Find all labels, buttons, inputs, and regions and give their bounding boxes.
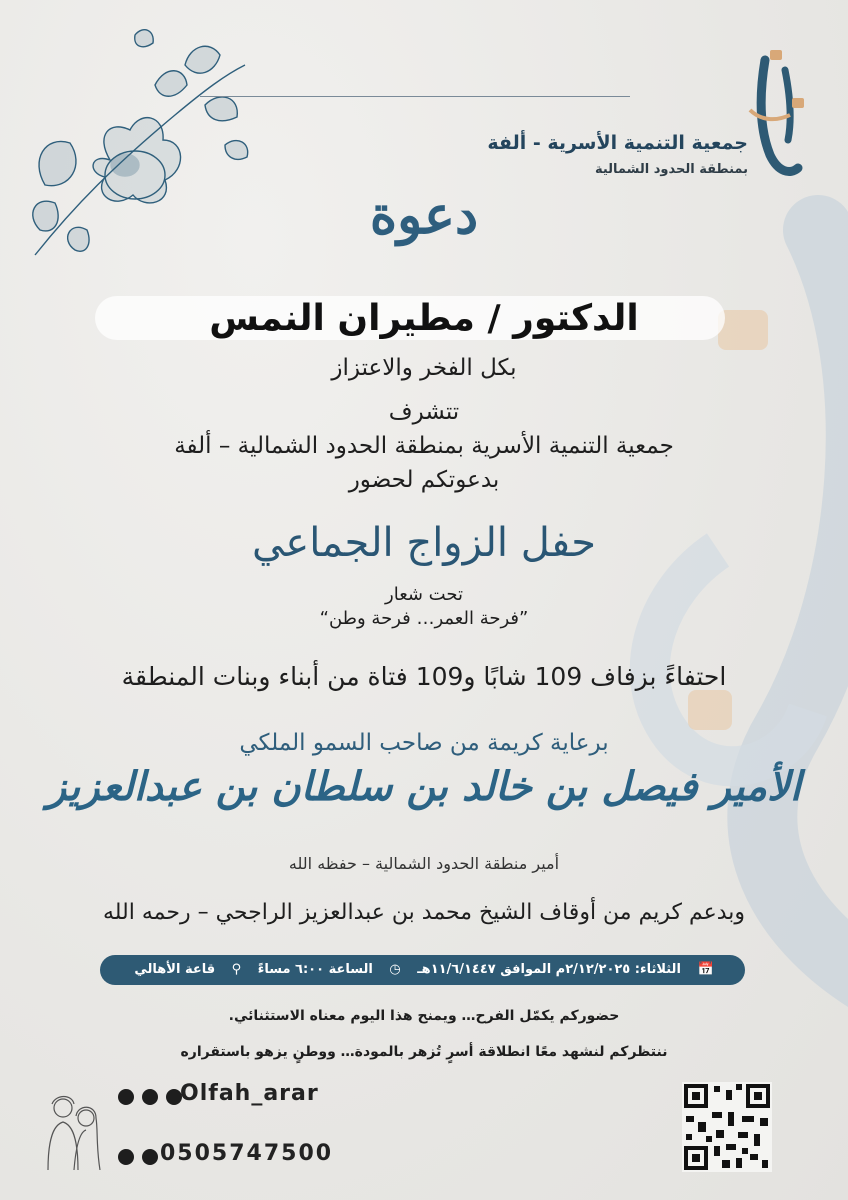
location-pin-icon: ⚲: [231, 962, 242, 977]
phone-number[interactable]: 0505747500: [160, 1141, 334, 1166]
organization-region: بمنطقة الحدود الشمالية: [594, 162, 748, 177]
recipient-name: الدكتور / مطيران النمس: [209, 298, 639, 339]
honored-line: تتشرف: [388, 399, 460, 425]
social-handle[interactable]: Olfah_arar: [180, 1081, 319, 1106]
decorative-line: [200, 96, 630, 97]
support-line: وبدعم كريم من أوقاف الشيخ محمد بن عبدالعزيز الراجحي – رحمه الله: [102, 900, 746, 925]
invite-line: بدعوتكم لحضور: [348, 467, 500, 493]
snapchat-icon[interactable]: [118, 1089, 134, 1105]
slogan-text: ”فرحة العمر… فرحة وطن“: [319, 608, 529, 629]
clock-icon: ◷: [389, 962, 401, 977]
note-line-1: حضوركم يكمّل الفرح… ويمنح هذا اليوم معناه الاستثنائي.: [228, 1008, 620, 1024]
event-date: الثلاثاء: ٢/١٢/٢٠٢٥م الموافق ١١/٦/١٤٤٧هـ: [417, 962, 681, 977]
prince-name-calligraphy: الأمير فيصل بن خالد بن سلطان بن عبدالعزيز: [47, 763, 801, 810]
organization-logo: [730, 40, 830, 180]
telegram-icon[interactable]: [118, 1149, 134, 1165]
pride-line: بكل الفخر والاعتزاز: [331, 355, 517, 381]
invitation-heading: دعوة: [369, 185, 479, 246]
whatsapp-icon[interactable]: [142, 1149, 158, 1165]
event-title: حفل الزواج الجماعي: [252, 520, 596, 566]
event-info-content: [0, 955, 848, 985]
event-venue: قاعة الأهالي: [134, 962, 216, 977]
calendar-icon: 📅: [697, 962, 714, 977]
celebration-line: احتفاءً بزفاف 109 شابًا و109 فتاة من أبناء وبنات المنطقة: [121, 662, 727, 691]
social-icons: [118, 1086, 185, 1105]
organization-name: جمعية التنمية الأسرية - ألفة: [487, 132, 748, 154]
qr-code[interactable]: [682, 1082, 772, 1172]
prince-title: أمير منطقة الحدود الشمالية – حفظه الله: [288, 854, 560, 873]
host-line: جمعية التنمية الأسرية بمنطقة الحدود الشمالية – ألفة: [174, 433, 674, 459]
note-line-2: ننتظركم لنشهد معًا انطلاقة أسرٍ تُزهر بالمودة… ووطنٍ يزهو باستقراره: [180, 1044, 668, 1060]
patronage-line: برعاية كريمة من صاحب السمو الملكي: [239, 730, 609, 756]
slogan-label: تحت شعار: [385, 584, 463, 605]
phone-icons: [118, 1146, 161, 1165]
x-icon[interactable]: [142, 1089, 158, 1105]
event-time: الساعة ٦:٠٠ مساءً: [257, 962, 373, 977]
couple-illustration: [38, 1090, 108, 1170]
